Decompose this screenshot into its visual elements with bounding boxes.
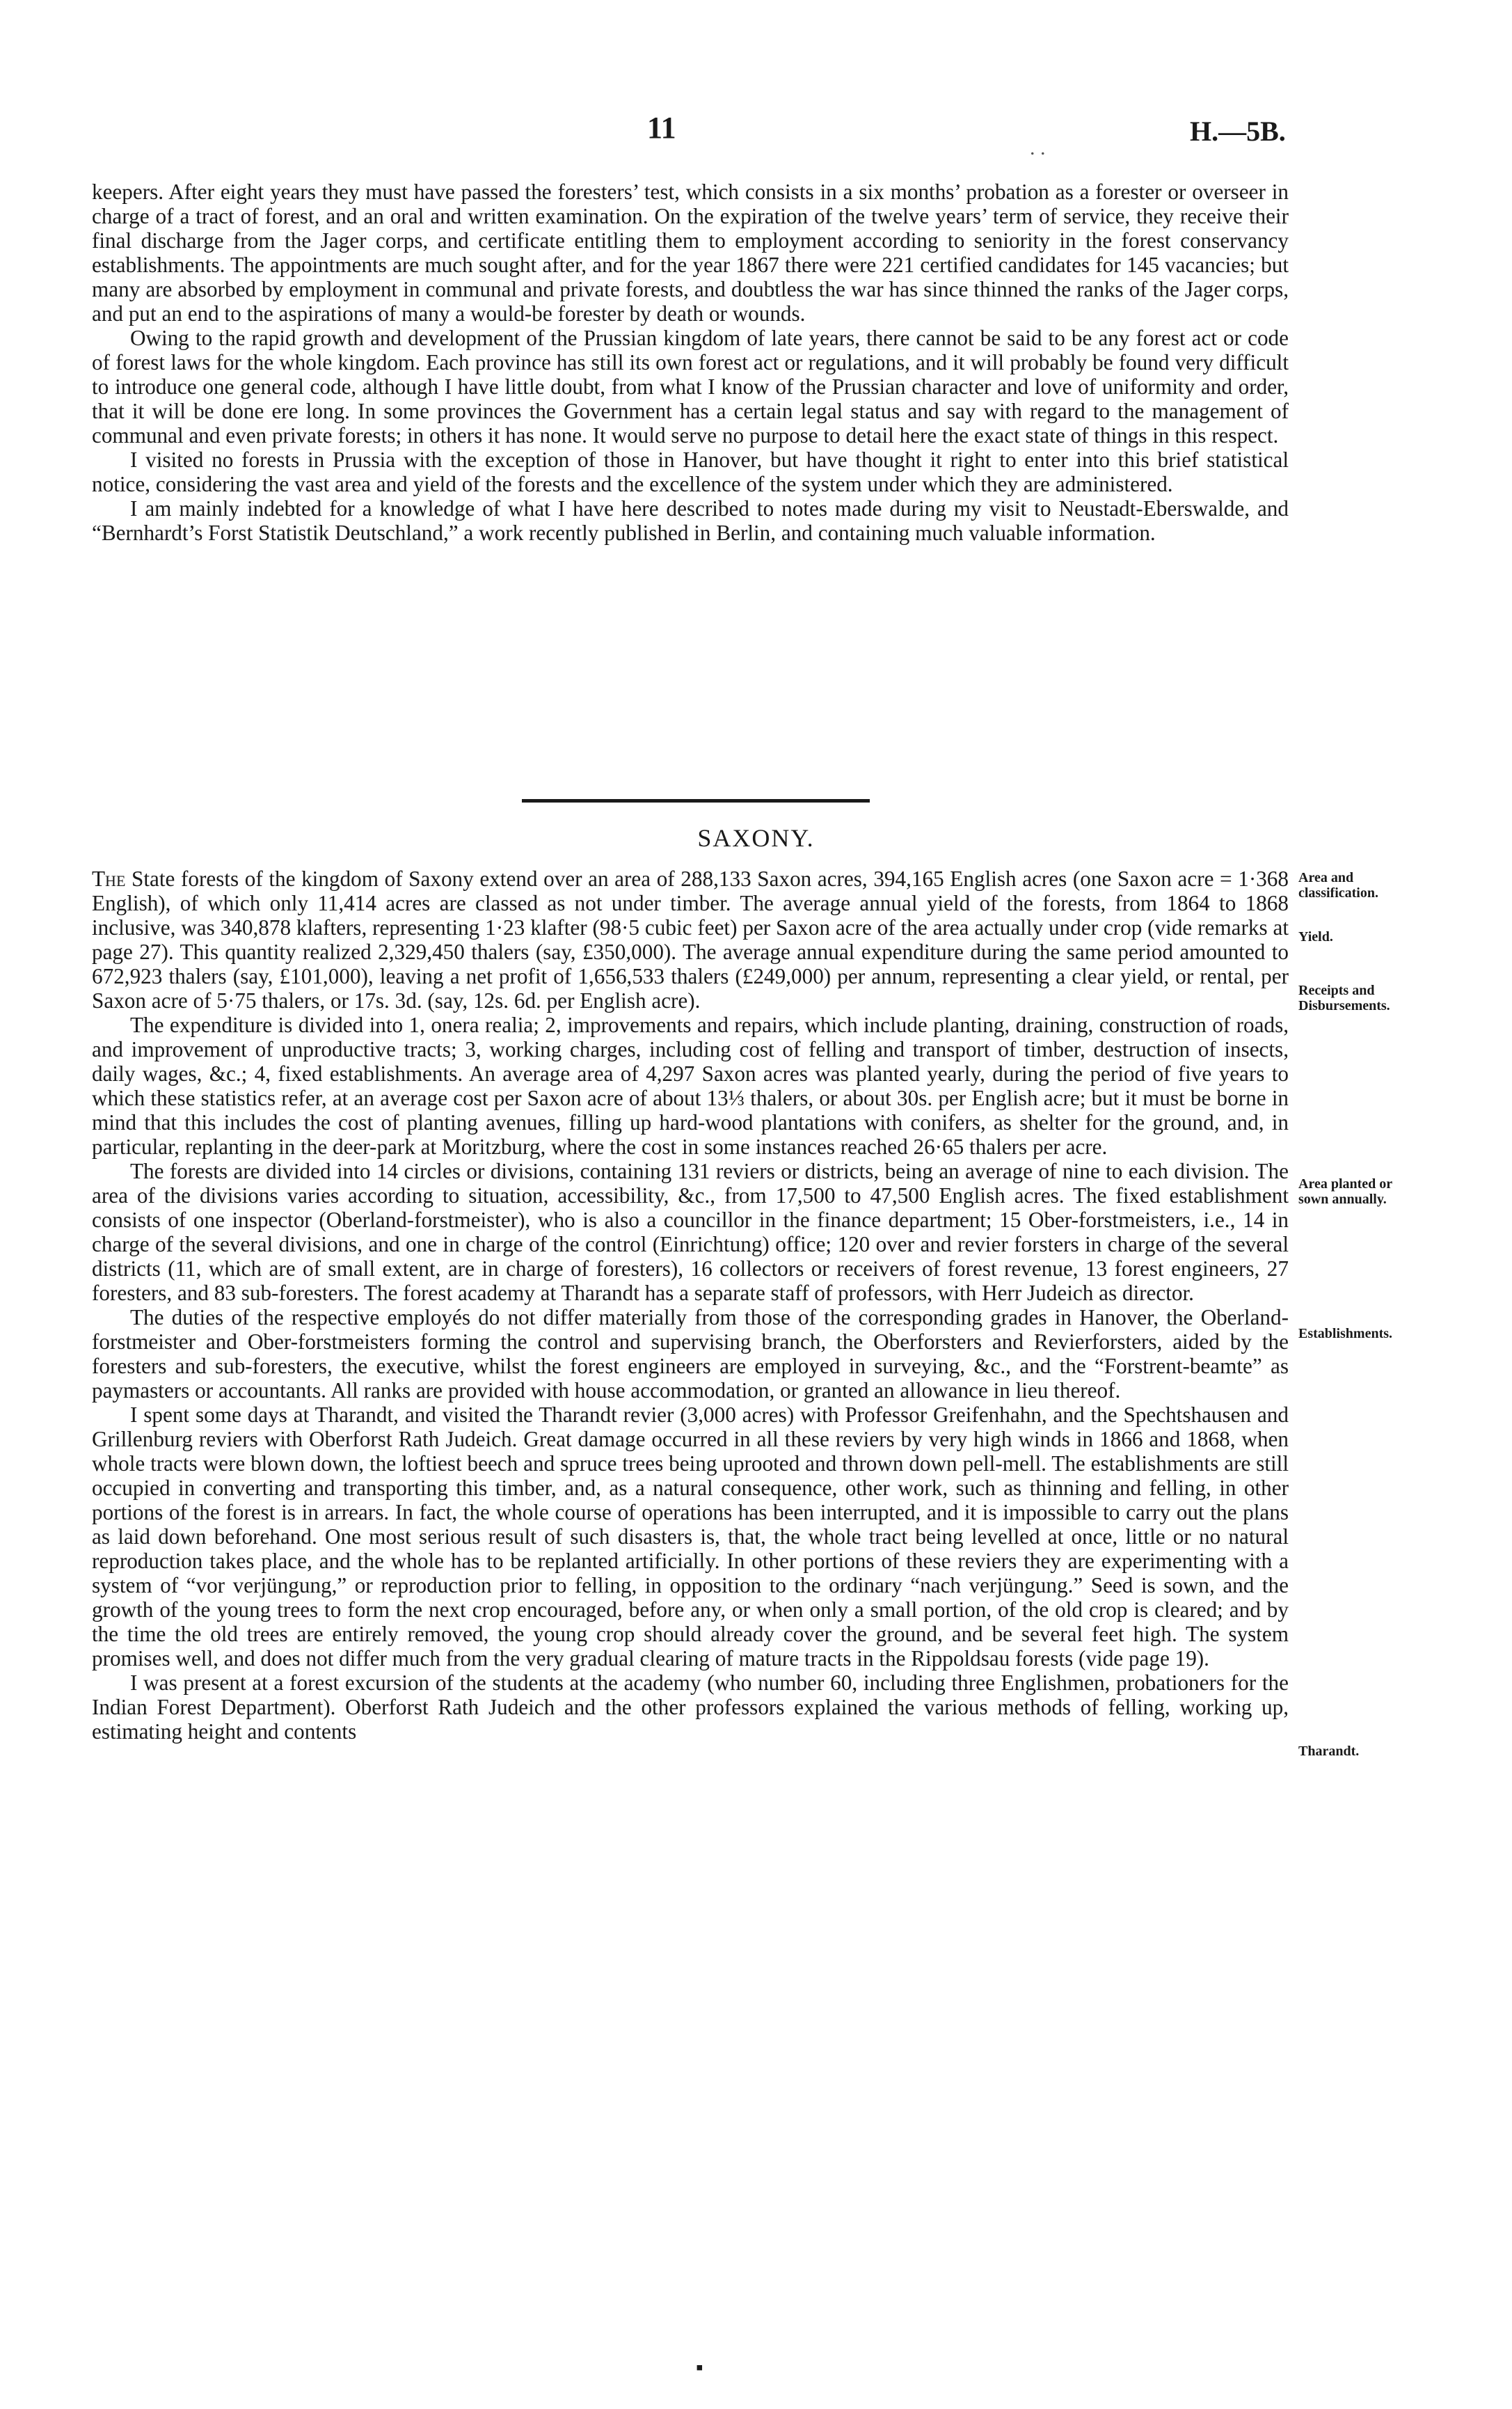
paragraph: keepers. After eight years they must have passed the foresters’ test, which consists in a six months’ probation as a forester or overseer in charge of a tract of forest, and an oral and written examination. On the expiration of the twelve years’ term of service, they receive their final discharge from the Jager corps, and certificate entitling them to employment according to seniority in the forest conservancy establishments. The appointments are much sought after, and for the year 1867 there were 221 certified candidates for 145 vacancies; but many are absorbed by employment in communal and private forests, and doubtless the war has since thinned the ranks of the Jager corps, and put an end to the aspirations of many a would-be forester by death or wounds.: [92, 180, 1289, 326]
paragraph: I spent some days at Tharandt, and visited the Tharandt revier (3,000 acres) with Professor Greifenhahn, and the Spechtshausen and Grillenburg reviers with Oberforst Rath Judeich. Great damage occurred in all these reviers by very high winds in 1866 and 1868, when whole tracts were blown down, the loftiest beech and spruce trees being uprooted and thrown down pell-mell. The establishments are still occupied in converting and transporting this timber, and, as a natural consequence, other work, such as thinning and felling, in other portions of the forest is in arrears. In fact, the whole course of operations has been interrupted, and it is impossible to carry out the plans as laid down beforehand. One most serious result of such disasters is, that, the whole tract being levelled at once, little or no natural reproduction takes place, and the whole has to be replanted artificially. In other portions of these reviers they are experimenting with a system of “vor verjüngung,” or reproduction prior to felling, in opposition to the ordinary “nach verjüngung.” Seed is sown, and the growth of the young trees to form the next crop encouraged, before any, or when only a small portion, of the old crop is cleared; and by the time the old trees are entirely removed, the young crop should already cover the ground, and be several feet high. The system promises well, and does not differ much from the very gradual clearing of mature tracts in the Rippoldsau forests (vide page 19).: [92, 1403, 1289, 1670]
margin-note-yield: Yield.: [1298, 929, 1333, 945]
paragraph: The forests are divided into 14 circles or divisions, containing 131 reviers or districts, being an average of nine to each division. The area of the divisions varies according to situation, accessibility, &c., from 17,500 to 47,500 English acres. The fixed establishment consists of one inspector (Oberland-forstmeister), who is also a councillor in the finance department; 15 Ober-forstmeisters, i.e., 14 in charge of the several divisions, and one in charge of the control (Einrichtung) office; 120 over and revier forsters in charge of the several districts (11, which are of small extent, are in charge of foresters), 16 collectors or receivers of forest revenue, 13 forest engineers, 27 foresters, and 83 sub-foresters. The forest academy at Tharandt has a separate staff of professors, with Herr Judeich as director.: [92, 1159, 1289, 1305]
paragraph-text: State forests of the kingdom of Saxony extend over an area of 288,133 Saxon acres, 394,165 English acres (one Saxon acre = 1·368 English), of which only 11,414 acres are classed as not under timber. The average annual yield of the forests, from 1864 to 1868 inclusive, was 340,878 klafters, representing 1·23 klafter (98·5 cubic feet) per Saxon acre of the area actually under crop (vide remarks at page 27). This quantity realized 2,329,450 thalers (say, £350,000). The average annual expenditure during the same period amounted to 672,923 thalers (say, £101,000), leaving a net profit of 1,656,533 thalers (£249,000) per annum, representing a clear yield, or rental, per Saxon acre of 5·75 thalers, or 17s. 3d. (say, 12s. 6d. per English acre).: [92, 867, 1289, 1013]
margin-note-establishments: Establishments.: [1298, 1326, 1393, 1341]
page-reference: H.—5B.: [1190, 116, 1286, 147]
section-divider: [522, 799, 870, 803]
paragraph: I visited no forests in Prussia with the exception of those in Hanover, but have thought it right to enter into this brief statistical notice, considering the vast area and yield of the forests and the excellence of the system under which they are administered.: [92, 448, 1289, 496]
paragraph: [92, 867, 1289, 1013]
saxony-section: [92, 867, 1289, 1744]
paragraph: The expenditure is divided into 1, onera realia; 2, improvements and repairs, which include planting, draining, construction of roads, and improvement of unproductive tracts; 3, working charges, including cost of felling and transport of timber, destruction of insects, daily wages, &c.; 4, fixed establishments. An average area of 4,297 Saxon acres was planted yearly, during the period of five years to which these statistics refer, at an average cost per Saxon acre of about 13⅓ thalers, or about 30s. per English acre; but it must be borne in mind that this includes the cost of planting avenues, filling up hard-wood plantations with conifers, as shelter for the ground, and, in particular, replanting in the deer-park at Moritzburg, where the cost in some instances reached 26·65 thalers per acre.: [92, 1013, 1289, 1159]
page-number: 11: [647, 111, 676, 145]
paragraph: Owing to the rapid growth and development of the Prussian kingdom of late years, there cannot be said to be any forest act or code of forest laws for the whole kingdom. Each province has still its own forest act or regulations, and it will probably be found very difficult to introduce one general code, although I have little doubt, from what I know of the Prussian character and love of uniformity and order, that it will be done ere long. In some provinces the Government has a certain legal status and say with regard to the management of communal and even private forests; in others it has none. It would serve no purpose to detail here the exact state of things in this respect.: [92, 326, 1289, 448]
margin-note-area: Area and classification.: [1298, 870, 1378, 901]
section-title: SAXONY.: [697, 824, 815, 852]
margin-note-area-planted: Area planted or sown annually.: [1298, 1176, 1392, 1207]
margin-note-receipts: Receipts and Disbursements.: [1298, 983, 1390, 1013]
lead-word: The: [92, 867, 126, 891]
paragraph: The duties of the respective employés do not differ materially from those of the corresponding grades in Hanover, the Oberland-forstmeister and Ober-forstmeisters forming the control and supervising branch, the Oberforsters and Revierforsters, aided by the foresters and sub-foresters, the executive, whilst the forest engineers are employed in surveying, &c., and the “Forstrent-beamte” as paymasters or accountants. All ranks are provided with house accommodation, or granted an allowance in lieu thereof.: [92, 1305, 1289, 1403]
paragraph: I was present at a forest excursion of the students at the academy (who number 60, including three Englishmen, probationers for the Indian Forest Department). Oberforst Rath Judeich and the other professors explained the various methods of felling, working up, estimating height and contents: [92, 1670, 1289, 1744]
paragraph: I am mainly indebted for a knowledge of what I have here described to notes made during my visit to Neustadt-Eberswalde, and “Bernhardt’s Forst Statistik Deutschland,” a work recently published in Berlin, and containing much valuable information.: [92, 496, 1289, 545]
footer-mark: ▪: [696, 2356, 703, 2379]
margin-note-tharandt: Tharandt.: [1298, 1744, 1360, 1759]
prussia-section: [92, 180, 1289, 545]
header-dots: . .: [1030, 136, 1046, 159]
